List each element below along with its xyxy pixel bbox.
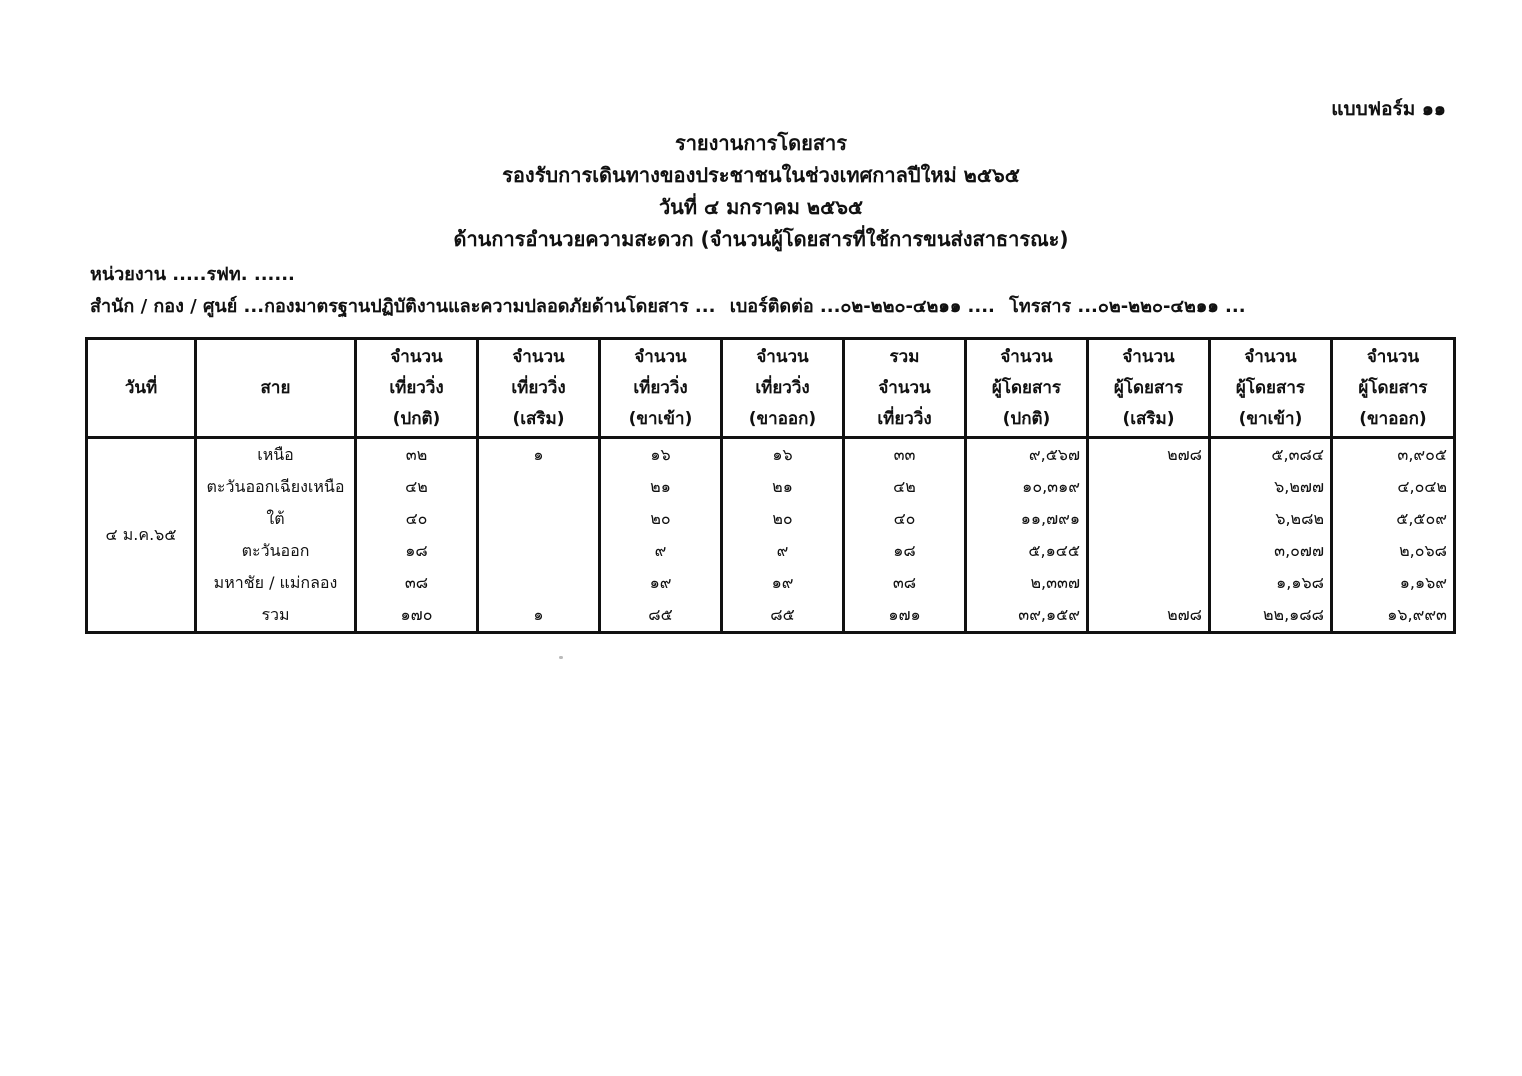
value-cell — [1088, 503, 1210, 535]
column-header-line: (เสริม) — [1122, 408, 1175, 429]
column-header-line: (ปกติ) — [392, 408, 441, 429]
value-cell: ๓,๙๐๕ — [1332, 438, 1455, 472]
value-cell: ๙ — [600, 535, 722, 567]
value-cell: ๒๗๘ — [1088, 599, 1210, 633]
value-cell: ๒,๓๓๗ — [966, 567, 1088, 599]
value-cell: ๑,๑๖๙ — [1332, 567, 1455, 599]
column-header-line: จำนวน — [1244, 346, 1297, 367]
column-header — [600, 339, 722, 438]
office-org: สำนัก / กอง / ศูนย์ ...กองมาตรฐานปฏิบัติงานและความปลอดภัยด้านโดยสาร ... — [90, 296, 716, 317]
column-header-line: ผู้โดยสาร — [1358, 377, 1428, 398]
value-cell: ๙,๕๖๗ — [966, 438, 1088, 472]
value-cell: ๔,๐๔๒ — [1332, 471, 1455, 503]
form-number: แบบฟอร์ม ๑๑ — [1331, 98, 1446, 120]
value-cell: ๒๑ — [722, 471, 844, 503]
value-cell: ๒๑ — [600, 471, 722, 503]
value-cell: ๑๑,๗๙๑ — [966, 503, 1088, 535]
column-header-line: เที่ยววิ่ง — [389, 377, 444, 398]
value-cell: ๒,๐๖๘ — [1332, 535, 1455, 567]
table-row — [87, 471, 1455, 503]
value-cell: ๓,๐๗๗ — [1210, 535, 1332, 567]
value-cell — [478, 471, 600, 503]
column-header-line: (ปกติ) — [1002, 408, 1051, 429]
value-cell: ๖,๒๘๒ — [1210, 503, 1332, 535]
column-header — [478, 339, 600, 438]
value-cell — [478, 567, 600, 599]
value-cell: ๒๗๘ — [1088, 438, 1210, 472]
value-cell: ๑๖ — [722, 438, 844, 472]
value-cell: ๕,๓๘๔ — [1210, 438, 1332, 472]
value-cell — [1088, 471, 1210, 503]
route-cell: ตะวันออกเฉียงเหนือ — [196, 471, 356, 503]
office-fax: โทรสาร ...๐๒-๒๒๐-๔๒๑๑ ... — [1009, 296, 1246, 317]
value-cell — [478, 503, 600, 535]
column-header — [966, 339, 1088, 438]
value-cell — [478, 535, 600, 567]
column-header-line: ผู้โดยสาร — [991, 377, 1062, 398]
column-header — [722, 339, 844, 438]
value-cell: ๕,๕๐๙ — [1332, 503, 1455, 535]
column-header-line: เที่ยววิ่ง — [511, 377, 566, 398]
scan-speck — [559, 656, 563, 659]
office-line — [90, 291, 1254, 320]
report-title: รายงานการโดยสาร — [674, 131, 848, 155]
value-cell: ๒๐ — [600, 503, 722, 535]
value-cell: ๑๐,๓๑๙ — [966, 471, 1088, 503]
column-header-line: (ขาเข้า) — [1238, 408, 1303, 429]
value-cell: ๑,๑๖๘ — [1210, 567, 1332, 599]
value-cell: ๑๘ — [356, 535, 478, 567]
column-header-line: จำนวน — [878, 377, 931, 398]
route-cell: รวม — [196, 599, 356, 633]
value-cell: ๓๒ — [356, 438, 478, 472]
column-header-line: จำนวน — [756, 346, 809, 367]
value-cell — [1088, 535, 1210, 567]
route-cell: เหนือ — [196, 438, 356, 472]
column-header-line: ผู้โดยสาร — [1113, 377, 1184, 398]
route-cell: ตะวันออก — [196, 535, 356, 567]
route-cell: มหาชัย / แม่กลอง — [196, 567, 356, 599]
value-cell: ๘๕ — [600, 599, 722, 633]
table-row — [87, 599, 1455, 633]
value-cell: ๑๖ — [600, 438, 722, 472]
report-date: วันที่ ๔ มกราคม ๒๕๖๕ — [658, 195, 864, 219]
column-header-line: เที่ยววิ่ง — [633, 377, 688, 398]
column-header-line: รวม — [889, 346, 920, 367]
column-header-line: จำนวน — [1122, 346, 1175, 367]
column-header-line: เที่ยววิ่ง — [877, 408, 932, 429]
value-cell: ๑ — [478, 438, 600, 472]
value-cell: ๔๒ — [356, 471, 478, 503]
column-header-line: (ขาออก) — [1359, 408, 1427, 429]
column-header-line: วันที่ — [124, 377, 158, 398]
report-subtitle: รองรับการเดินทางของประชาชนในช่วงเทศกาลปีใหม่ ๒๕๖๕ — [502, 163, 1020, 187]
column-header-line: จำนวน — [1366, 346, 1420, 367]
value-cell: ๘๕ — [722, 599, 844, 633]
value-cell: ๑๙ — [600, 567, 722, 599]
table-header-row — [87, 339, 1455, 438]
column-header — [844, 339, 966, 438]
table-row — [87, 503, 1455, 535]
value-cell: ๕,๑๔๕ — [966, 535, 1088, 567]
column-header-line: จำนวน — [512, 346, 565, 367]
value-cell: ๑๗๐ — [356, 599, 478, 633]
column-header — [356, 339, 478, 438]
value-cell: ๓๘ — [844, 567, 966, 599]
table-row — [87, 535, 1455, 567]
column-header-line: สาย — [260, 377, 291, 398]
report-titles — [0, 127, 1522, 255]
column-header — [1332, 339, 1455, 438]
value-cell: ๔๐ — [844, 503, 966, 535]
column-header — [1210, 339, 1332, 438]
table-row — [87, 438, 1455, 472]
date-cell: ๔ ม.ค.๖๕ — [87, 438, 196, 633]
route-cell: ใต้ — [196, 503, 356, 535]
column-header-line: เที่ยววิ่ง — [755, 377, 810, 398]
value-cell: ๓๙,๑๕๙ — [966, 599, 1088, 633]
column-header-line: ผู้โดยสาร — [1235, 377, 1306, 398]
table-row — [87, 567, 1455, 599]
value-cell: ๓๓ — [844, 438, 966, 472]
passenger-report-table — [85, 337, 1456, 634]
value-cell: ๑๘ — [844, 535, 966, 567]
table-body — [87, 438, 1455, 633]
column-header-line: จำนวน — [390, 346, 443, 367]
agency-line: หน่วยงาน .....รฟท. ...... — [90, 264, 295, 285]
value-cell: ๔๐ — [356, 503, 478, 535]
value-cell — [1088, 567, 1210, 599]
column-header-line: จำนวน — [1000, 346, 1053, 367]
column-header-line: (ขาเข้า) — [628, 408, 693, 429]
column-header — [1088, 339, 1210, 438]
value-cell: ๒๒,๑๘๘ — [1210, 599, 1332, 633]
value-cell: ๑ — [478, 599, 600, 633]
value-cell: ๖,๒๗๗ — [1210, 471, 1332, 503]
value-cell: ๒๐ — [722, 503, 844, 535]
column-header-line: (เสริม) — [512, 408, 565, 429]
value-cell: ๑๙ — [722, 567, 844, 599]
value-cell: ๙ — [722, 535, 844, 567]
value-cell: ๑๗๑ — [844, 599, 966, 633]
value-cell: ๔๒ — [844, 471, 966, 503]
office-phone: เบอร์ติดต่อ ...๐๒-๒๒๐-๔๒๑๑ .... — [729, 296, 995, 317]
column-header-line: จำนวน — [634, 346, 687, 367]
column-header — [87, 339, 196, 438]
column-header — [196, 339, 356, 438]
value-cell: ๑๖,๙๙๓ — [1332, 599, 1455, 633]
column-header-line: (ขาออก) — [748, 408, 817, 429]
value-cell: ๓๘ — [356, 567, 478, 599]
report-category: ด้านการอำนวยความสะดวก (จำนวนผู้โดยสารที่ใช้การขนส่งสาธารณะ) — [453, 227, 1069, 251]
